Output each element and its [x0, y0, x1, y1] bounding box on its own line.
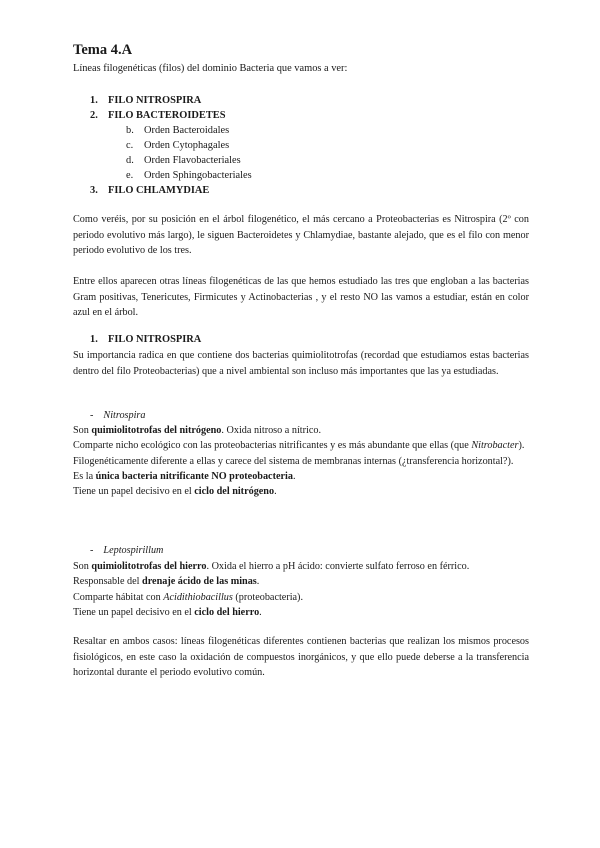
genus-name: Nitrobacter — [471, 440, 519, 452]
genus-name: Acidithiobacillus — [163, 591, 233, 603]
orden-label: Orden Sphingobacteriales — [144, 170, 252, 181]
filo-item — [73, 108, 529, 123]
orden-letter: e. — [126, 170, 134, 181]
dash-bullet: - — [90, 545, 94, 556]
detail-line: Es la única bacteria nitrificante NO proteobacteria. — [73, 470, 296, 482]
section-label: FILO NITROSPIRA — [108, 334, 202, 345]
section-intro — [73, 348, 529, 379]
paragraph-text: Como veréis, por su posición en el árbol filogenético, el más cercano a Proteobacterias es Nitrospira (2º con periodo evolutivo más largo), le siguen Bacteroidetes y Chlamydiae, bastante alejado, que es el filo con menor periodo evolutivo de los tres. — [73, 214, 529, 256]
key-term: quimiolitotrofas del hierro — [91, 561, 207, 572]
filo-number: 1. — [90, 95, 98, 106]
paragraph-position — [73, 212, 529, 259]
organism-heading — [90, 545, 163, 556]
filo-label: FILO BACTEROIDETES — [108, 110, 226, 121]
organism-heading — [90, 410, 146, 421]
orden-item — [73, 168, 529, 183]
detail-line: Tiene un papel decisivo en el ciclo del nitrógeno. — [73, 486, 277, 498]
filo-label: FILO CHLAMYDIAE — [108, 185, 210, 196]
orden-letter: c. — [126, 140, 134, 151]
page-title: Tema 4.A — [73, 42, 133, 58]
nitrospira-details — [73, 423, 529, 499]
orden-label: Orden Flavobacteriales — [144, 155, 241, 166]
orden-item — [73, 153, 529, 168]
organism-name: Leptospirillum — [103, 545, 164, 556]
orden-letter: d. — [126, 155, 134, 166]
orden-label: Orden Cytophagales — [144, 140, 230, 151]
paragraph-text: Entre ellos aparecen otras líneas filogenéticas de las que hemos estudiado las tres que engloban a las bacterias Gram positivas, Tenericutes, Firmicutes y Actinobacterias , y el resto NO las vamos a estudiar, están en color azul en el árbol. — [73, 276, 529, 318]
detail-line: Filogenéticamente diferente a ellas y carece del sistema de membranas internas (¿transferencia horizontal?). — [73, 455, 514, 467]
intro-text: Líneas filogenéticas (filos) del dominio Bacteria que vamos a ver: — [73, 63, 348, 74]
orden-letter: b. — [126, 125, 134, 136]
key-term: quimiolitotrofas del nitrógeno — [91, 425, 222, 436]
detail-line: Tiene un papel decisivo en el ciclo del hierro. — [73, 606, 262, 618]
organism-name: Nitrospira — [103, 410, 146, 421]
filo-number: 3. — [90, 185, 98, 196]
filo-list — [73, 93, 529, 198]
orden-item — [73, 123, 529, 138]
orden-label: Orden Bacteroidales — [144, 125, 230, 136]
section-number: 1. — [90, 334, 98, 345]
leptospirillum-details — [73, 559, 529, 620]
detail-line: Comparte hábitat con Acidithiobacillus (proteobacteria). — [73, 591, 303, 603]
filo-label: FILO NITROSPIRA — [108, 95, 202, 106]
detail-line: Responsable del drenaje ácido de las minas. — [73, 576, 260, 588]
filo-item — [73, 183, 529, 198]
paragraph-text: Resaltar en ambos casos: líneas filogenéticas diferentes contienen bacterias que realizan los mismos procesos fisiológicos, en este caso la oxidación de compuestos inorgánicos, y que ello puede deberse a la transferencia horizontal durante el periodo evolutivo común. — [73, 636, 529, 678]
paragraph-text: Su importancia radica en que contiene dos bacterias quimiolitotrofas (recordad que estudiamos estas bacterias dentro del filo Proteobacterias) que a nivel ambiental son incluso más importantes que las ya estudiadas. — [73, 350, 529, 377]
key-term: ciclo del hierro — [194, 606, 260, 618]
conclusion-paragraph — [73, 634, 529, 681]
dash-bullet: - — [90, 410, 94, 421]
key-term: ciclo del nitrógeno — [194, 486, 275, 498]
detail-line: Comparte nicho ecológico con las proteobacterias nitrificantes y es más abundante que ellas (que Nitrobacter). — [73, 440, 525, 452]
orden-item — [73, 138, 529, 153]
filo-item — [73, 93, 529, 108]
filo-number: 2. — [90, 110, 98, 121]
section-heading — [73, 334, 201, 345]
key-term: única bacteria nitrificante NO proteobacteria — [95, 470, 293, 482]
detail-line: Son quimiolitotrofas del hierro. Oxida el hierro a pH ácido: convierte sulfato ferroso en férrico. — [73, 561, 470, 572]
paragraph-other-lines — [73, 274, 529, 321]
key-term: drenaje ácido de las minas — [142, 576, 257, 588]
detail-line: Son quimiolitotrofas del nitrógeno. Oxida nitroso a nítrico. — [73, 425, 321, 436]
